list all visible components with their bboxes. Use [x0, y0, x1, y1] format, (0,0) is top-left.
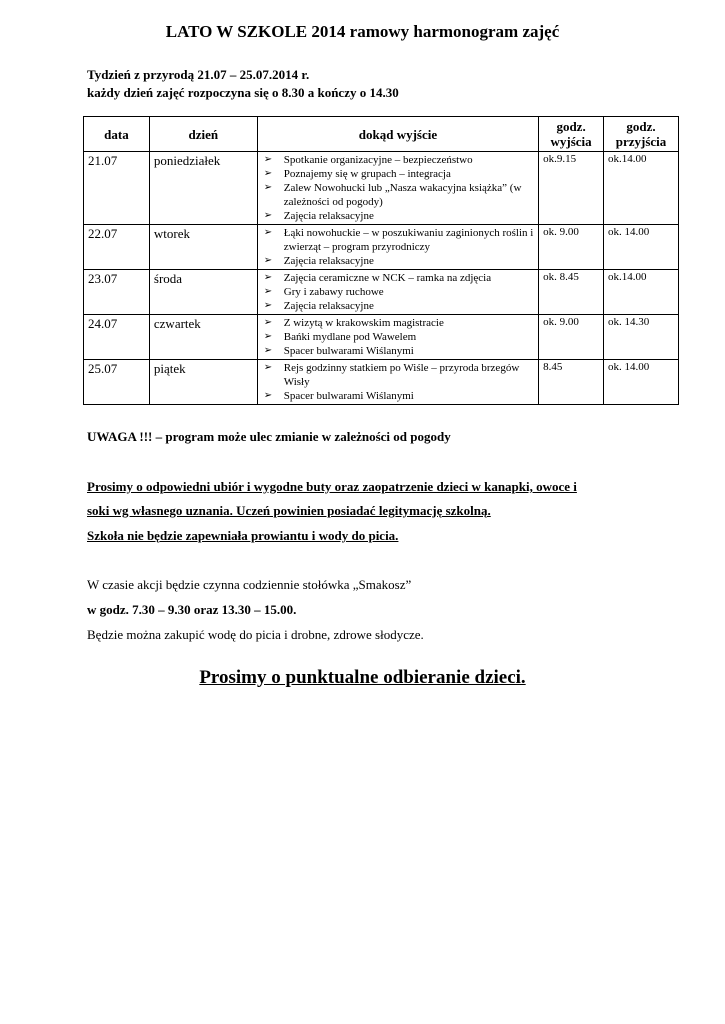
header-where: dokąd wyjście	[257, 117, 538, 152]
activity-list	[262, 316, 534, 358]
activity-list	[262, 271, 534, 313]
activity-text: Zajęcia relaksacyjne	[283, 300, 374, 312]
table-row	[84, 225, 679, 270]
arrowhead-bullet-icon: ➢	[263, 154, 273, 165]
activity-item	[262, 226, 534, 254]
table-header-row	[84, 117, 679, 152]
arrowhead-bullet-icon: ➢	[263, 182, 273, 193]
row-date: 22.07	[84, 225, 150, 270]
arrowhead-bullet-icon: ➢	[263, 362, 273, 373]
row-day: czwartek	[149, 315, 257, 360]
header-departure-line1: godz.	[556, 119, 586, 134]
activity-list	[262, 153, 534, 223]
activity-text: Zajęcia relaksacyjne	[283, 255, 374, 267]
row-departure-time: 8.45	[539, 360, 604, 405]
arrowhead-bullet-icon: ➢	[263, 255, 273, 266]
activity-item	[262, 271, 534, 285]
canteen-line-3: Będzie można zakupić wodę do picia i drobne, zdrowe słodycze.	[87, 627, 424, 642]
table-row	[84, 152, 679, 225]
row-day: piątek	[149, 360, 257, 405]
arrowhead-bullet-icon: ➢	[263, 317, 273, 328]
header-arrival	[604, 117, 679, 152]
activity-item	[262, 299, 534, 313]
document-title: LATO W SZKOLE 2014 ramowy harmonogram zajęć	[165, 22, 560, 41]
activity-item	[262, 181, 534, 209]
table-row	[84, 315, 679, 360]
request-line-1: Prosimy o odpowiedni ubiór i wygodne buty oraz zaopatrzenie dzieci w kanapki, owoce i	[87, 479, 577, 494]
row-arrival-time: ok. 14.00	[604, 360, 679, 405]
activity-item	[262, 361, 534, 389]
activity-text: Z wizytą w krakowskim magistracie	[283, 317, 444, 329]
arrowhead-bullet-icon: ➢	[263, 300, 273, 311]
activity-text: Zajęcia ceramiczne w NCK – ramka na zdjęcia	[283, 272, 492, 284]
activity-text: Spacer bulwarami Wiślanymi	[283, 390, 414, 402]
row-departure-time: ok. 8.45	[539, 270, 604, 315]
row-date: 23.07	[84, 270, 150, 315]
activity-text: Zajęcia relaksacyjne	[283, 210, 374, 222]
arrowhead-bullet-icon: ➢	[263, 345, 273, 356]
request-line-2: soki wg własnego uznania. Uczeń powinien posiadać legitymację szkolną.	[87, 503, 491, 518]
header-departure	[539, 117, 604, 152]
activity-list	[262, 226, 534, 268]
activity-item	[262, 316, 534, 330]
activity-text: Bańki mydlane pod Wawelem	[283, 331, 417, 343]
final-note: Prosimy o punktualne odbieranie dzieci.	[199, 667, 526, 688]
activity-item	[262, 209, 534, 223]
arrowhead-bullet-icon: ➢	[263, 331, 273, 342]
row-arrival-time: ok.14.00	[604, 152, 679, 225]
activity-item	[262, 153, 534, 167]
row-arrival-time: ok.14.00	[604, 270, 679, 315]
activity-item	[262, 254, 534, 268]
row-date: 24.07	[84, 315, 150, 360]
header-date: data	[84, 117, 150, 152]
row-activities	[257, 270, 538, 315]
canteen-hours: w godz. 7.30 – 9.30 oraz 13.30 – 15.00.	[87, 602, 297, 617]
activity-item	[262, 389, 534, 403]
header-arrival-line2: przyjścia	[615, 134, 667, 149]
arrowhead-bullet-icon: ➢	[263, 286, 273, 297]
hours-subtitle: każdy dzień zajęć rozpoczyna się o 8.30 a kończy o 14.30	[87, 85, 399, 100]
table-row	[84, 360, 679, 405]
row-departure-time: ok. 9.00	[539, 315, 604, 360]
activity-item	[262, 285, 534, 299]
row-activities	[257, 315, 538, 360]
canteen-line-1: W czasie akcji będzie czynna codziennie stołówka „Smakosz”	[87, 577, 412, 592]
row-activities	[257, 225, 538, 270]
schedule-table	[83, 116, 679, 405]
row-activities	[257, 360, 538, 405]
activity-item	[262, 344, 534, 358]
row-date: 21.07	[84, 152, 150, 225]
row-day: wtorek	[149, 225, 257, 270]
row-departure-time: ok.9.15	[539, 152, 604, 225]
activity-item	[262, 167, 534, 181]
arrowhead-bullet-icon: ➢	[263, 272, 273, 283]
header-day: dzień	[149, 117, 257, 152]
week-subtitle: Tydzień z przyrodą 21.07 – 25.07.2014 r.	[87, 67, 310, 82]
row-activities	[257, 152, 538, 225]
header-arrival-line1: godz.	[626, 119, 656, 134]
table-row	[84, 270, 679, 315]
row-date: 25.07	[84, 360, 150, 405]
row-arrival-time: ok. 14.30	[604, 315, 679, 360]
row-arrival-time: ok. 14.00	[604, 225, 679, 270]
activity-text: Rejs godzinny statkiem po Wiśle – przyroda brzegów Wisły	[283, 362, 520, 388]
request-line-3: Szkoła nie będzie zapewniała prowiantu i wody do picia.	[87, 528, 399, 543]
activity-text: Łąki nowohuckie – w poszukiwaniu zaginionych roślin i zwierząt – program przyrodniczy	[283, 227, 534, 253]
row-day: środa	[149, 270, 257, 315]
arrowhead-bullet-icon: ➢	[263, 210, 273, 221]
activity-text: Zalew Nowohucki lub „Nasza wakacyjna książka” (w zależności od pogody)	[283, 182, 522, 208]
row-departure-time: ok. 9.00	[539, 225, 604, 270]
row-day: poniedziałek	[149, 152, 257, 225]
activity-text: Spotkanie organizacyjne – bezpieczeństwo	[283, 154, 473, 166]
arrowhead-bullet-icon: ➢	[263, 227, 273, 238]
activity-text: Poznajemy się w grupach – integracja	[283, 168, 451, 180]
activity-item	[262, 330, 534, 344]
activity-list	[262, 361, 534, 403]
activity-text: Gry i zabawy ruchowe	[283, 286, 384, 298]
header-departure-line2: wyjścia	[550, 134, 592, 149]
activity-text: Spacer bulwarami Wiślanymi	[283, 345, 414, 357]
weather-warning: UWAGA !!! – program może ulec zmianie w zależności od pogody	[87, 429, 451, 444]
arrowhead-bullet-icon: ➢	[263, 168, 273, 179]
arrowhead-bullet-icon: ➢	[263, 390, 273, 401]
